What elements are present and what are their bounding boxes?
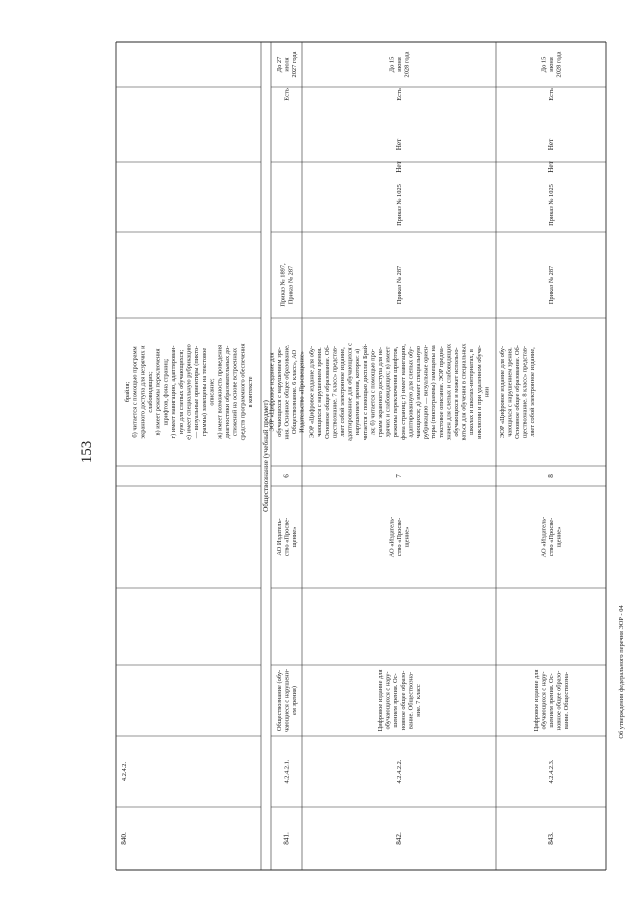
row-description: Основное общее образование. Об- xyxy=(514,345,521,439)
row-description: адаптированное для обучающихся с xyxy=(346,343,354,441)
continued-description-line: б) читается с помощью программ xyxy=(131,346,139,438)
row-publisher: щение» xyxy=(555,526,563,548)
row-deadline: 2028 года xyxy=(403,51,411,78)
row-number: 843. xyxy=(547,832,555,845)
continued-description-line: диагностики образовательных до- xyxy=(224,345,231,439)
row-deadline: До 27 xyxy=(275,56,283,73)
row-description: чающихся с нарушением зрения. xyxy=(316,347,324,437)
row-field-3: Есть xyxy=(283,88,291,101)
row-description: ЭОР «Цифровое издание для xyxy=(268,352,276,432)
continued-description-line: в контексте xyxy=(247,376,255,408)
continued-description-line: шрифтов, фона страниц; xyxy=(162,358,170,426)
row-name: вание. Обществозна- xyxy=(407,671,415,730)
row-order: Приказ № 287 xyxy=(287,265,295,305)
row-description: Основное общее образование. Об- xyxy=(323,345,331,439)
row-order: Приказ № 287 xyxy=(548,265,555,305)
continued-description-line: средств программного обеспечения xyxy=(239,343,247,441)
table-content xyxy=(120,51,625,844)
row-description: ляет собой электронное издание, xyxy=(339,347,346,437)
row-description: ляет собой электронное издание, xyxy=(529,347,537,437)
row-description: тиры (пиктограммы) замещены на xyxy=(430,345,438,439)
row-order-secondary: Приказ № 1025 xyxy=(548,184,555,226)
row-description: фона страниц; г) имеет навигацию, xyxy=(399,344,407,440)
row-description: ния. Основное общее образование. xyxy=(283,344,291,440)
row-description: ЭОР «Цифровое издание для обу- xyxy=(498,345,506,439)
continued-description-line: — визуальные ориентиры (пикто- xyxy=(193,345,201,439)
row-code: 4.2.4.2.3. xyxy=(548,759,555,784)
row-publisher: щение» xyxy=(291,526,299,548)
row-level: 7 xyxy=(395,474,403,478)
row-description: режимы переключения шрифтов, xyxy=(392,346,400,438)
row-description: ваться для обучения в специальных xyxy=(460,343,468,441)
row-description: обучающихся с нарушением зре- xyxy=(275,347,283,437)
row-deadline: 2028 года xyxy=(555,51,563,78)
row-description: ЭОР «Цифровое издание для обу- xyxy=(308,345,316,439)
row-deadline: До 15 xyxy=(540,56,548,73)
row-description: нии xyxy=(483,386,491,398)
row-publisher: АО Издатель- xyxy=(275,518,283,556)
row-publisher: ство «Просве- xyxy=(283,517,291,557)
row-deadline: 2027 года xyxy=(291,51,299,78)
row-name: новное общее образо- xyxy=(555,670,563,731)
row-description: обучающихся и может использо- xyxy=(453,347,460,437)
row-field-1: Нет xyxy=(395,161,403,173)
continued-description-line: г) имеет навигацию, адаптирован- xyxy=(170,345,178,439)
row-deadline: июня xyxy=(396,57,403,72)
row-name: чающиеся с нарушени- xyxy=(283,668,291,733)
row-description: ществознание. 8 класс» представ- xyxy=(521,345,529,439)
row-description: ля; б) читается с помощью про- xyxy=(369,348,377,436)
row-description: адаптированную для слепых обу- xyxy=(407,346,415,438)
row-description: инклюзии и при удаленном обуче- xyxy=(475,345,483,439)
row-name: шением зрения. Ос- xyxy=(392,673,400,728)
row-order-secondary: Приказ № 1025 xyxy=(396,184,403,226)
row-description: школах и школах-интернатах, в xyxy=(468,349,476,435)
continued-description-line: в) имеет режимы переключения xyxy=(154,348,162,436)
row-field-3: Есть xyxy=(396,88,403,101)
row-field-1: Нет xyxy=(547,161,555,173)
row-publisher: АО «Издатель- xyxy=(540,516,548,558)
row-publisher: ство «Просве- xyxy=(396,517,403,557)
row-publisher: щение» xyxy=(403,526,411,548)
row-description: Издательство «Просвещение» xyxy=(298,351,306,433)
row-deadline: июня xyxy=(548,57,555,72)
row-number: 840. xyxy=(120,832,128,845)
row-publisher: ство «Просве- xyxy=(548,517,555,557)
row-order: Приказ № 1897, xyxy=(279,263,287,307)
continued-description-line: граммы) замещены на текстовое xyxy=(200,347,208,437)
row-description: текстовое описание. ЭОР предна- xyxy=(437,346,445,438)
row-name: обучающихся с нару- xyxy=(384,671,392,730)
section-header: Обществознание (учебный предмет) xyxy=(262,400,270,512)
row-description: рубрикацию — визуальные ориен- xyxy=(422,344,430,440)
row-deadline: июля xyxy=(283,57,291,72)
row-deadline: До 15 xyxy=(388,56,396,73)
row-description: значен для слепых и слабовидящих xyxy=(445,343,453,441)
row-description: зрячих и слабовидящих; в) имеет xyxy=(384,346,392,438)
continued-description-line: описание; xyxy=(208,378,216,406)
continued-description-line: стижений на основе встроенных xyxy=(231,347,239,437)
row-number: 842. xyxy=(395,832,403,845)
table-grid xyxy=(116,42,606,870)
row-order: Приказ № 287 xyxy=(396,265,403,305)
row-field-2: Нет xyxy=(547,138,555,151)
row-description: грамм экранного доступа для не- xyxy=(377,346,384,438)
row-level: 6 xyxy=(282,474,291,478)
continued-description-line: экранного доступа для незрячих и xyxy=(139,345,147,439)
row-name: Цифровое издание для xyxy=(377,669,384,732)
page-number: 153 xyxy=(79,440,95,464)
row-name: ем зрения) xyxy=(291,686,299,715)
row-field-2: Нет xyxy=(395,138,403,151)
row-publisher: АО «Издатель- xyxy=(388,516,396,558)
row-description: ществознание. 7 класс» представ- xyxy=(331,345,339,439)
continued-description-line: слабовидящих; xyxy=(147,371,154,413)
row-description: чающихся с нарушением зрения. xyxy=(506,347,514,437)
row-name: шением зрения. Ос- xyxy=(548,673,555,728)
row-code: 4.2.4.2. xyxy=(121,761,128,782)
row-name: вание. Обществозна- xyxy=(563,671,571,730)
continued-description-line: брайля; xyxy=(123,381,131,403)
row-description: Обществознание. 6 класс», АО xyxy=(291,349,299,435)
row-level: 8 xyxy=(547,474,555,478)
row-description: чающихся; д) имеет специальную xyxy=(415,345,422,439)
row-number: 841. xyxy=(282,832,291,845)
row-field-3: Есть xyxy=(548,88,555,101)
row-description: нарушением зрения, которое: а) xyxy=(354,348,362,436)
row-code: 4.2.4.2.2. xyxy=(396,759,403,784)
row-name: ние. 7 класс xyxy=(415,684,422,717)
row-name: новное общее образо- xyxy=(399,670,407,731)
continued-description-line: е) имеет специальную рубрикацию xyxy=(185,344,193,440)
row-name: Цифровое издание для xyxy=(532,669,540,732)
row-description: читается с помощью дисплея Брай- xyxy=(361,343,369,441)
continued-description-line: ную для слепых обучающихся; xyxy=(177,349,185,435)
footnote: Об утверждении федерального перечня ЭОР - 04 xyxy=(618,605,625,739)
continued-description-line: ж) имеет возможность проведения xyxy=(216,344,224,440)
row-name: обучающихся с нару- xyxy=(540,671,548,730)
row-name: Обществознание (обу- xyxy=(275,669,283,732)
row-code: 4.2.4.2.1. xyxy=(283,759,291,784)
